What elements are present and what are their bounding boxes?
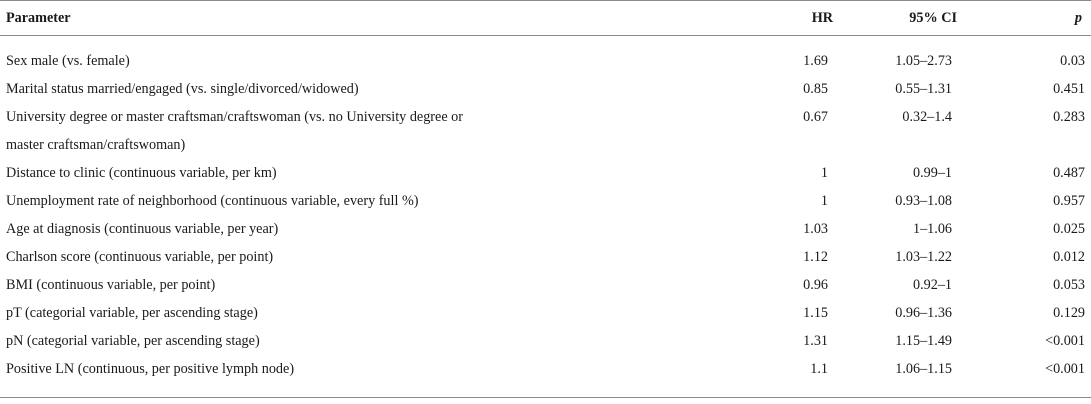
row-p: 0.129 [1053,305,1085,321]
row-p: <0.001 [1045,333,1085,349]
row-parameter: pT (categorial variable, per ascending stage) [6,305,258,321]
table-row [0,299,1091,327]
row-ci: 1.15–1.49 [895,333,952,349]
row-p: 0.957 [1053,193,1085,209]
row-parameter-line1: University degree or master craftsman/craftswoman (vs. no University degree or [6,109,463,125]
table-header [0,1,1091,36]
row-hr: 1.12 [803,249,828,265]
row-parameter: pN (categorial variable, per ascending stage) [6,333,260,349]
row-hr: 0.96 [803,277,828,293]
header-p: p [1074,9,1082,26]
row-parameter: Unemployment rate of neighborhood (continuous variable, every full %) [6,193,419,209]
row-parameter: Sex male (vs. female) [6,53,130,69]
row-parameter: Marital status married/engaged (vs. single/divorced/widowed) [6,81,359,97]
row-hr: 1.69 [803,53,828,69]
table-row [0,36,1091,76]
row-p: <0.001 [960,355,1091,398]
table-row [0,327,1091,355]
header-row [0,1,1091,36]
table-row [0,103,1091,159]
row-p: 0.451 [1053,81,1085,97]
row-p: 0.487 [1053,165,1085,181]
row-hr: 1 [820,193,828,209]
table-row [0,215,1091,243]
table-body [0,36,1091,398]
table-row [0,355,1091,398]
row-ci: 1–1.06 [912,221,952,237]
row-hr: 1.1 [600,355,835,398]
header-parameter: Parameter [6,9,71,26]
header-hr: HR [811,9,833,26]
row-parameter [0,103,600,159]
table-row [0,75,1091,103]
header-ci: 95% CI [909,9,957,26]
row-hr: 1 [820,165,828,181]
row-ci: 0.32–1.4 [902,109,952,125]
row-ci: 1.03–1.22 [895,249,952,265]
row-parameter: Distance to clinic (continuous variable, per km) [6,165,277,181]
row-hr: 0.85 [803,81,828,97]
table-row [0,187,1091,215]
row-ci: 0.92–1 [912,277,952,293]
row-hr: 1.03 [803,221,828,237]
row-hr: 1.31 [803,333,828,349]
row-p: 0.025 [1053,221,1085,237]
row-ci: 0.93–1.08 [895,193,952,209]
row-ci: 0.96–1.36 [895,305,952,321]
row-ci: 1.06–1.15 [835,355,960,398]
table-row [0,271,1091,299]
row-ci: 0.99–1 [912,165,952,181]
row-ci: 0.55–1.31 [895,81,952,97]
row-hr: 0.67 [803,109,828,125]
row-parameter: BMI (continuous variable, per point) [6,277,216,293]
row-parameter-line2: master craftsman/craftswoman) [6,137,186,153]
row-p: 0.053 [1053,277,1085,293]
row-parameter: Charlson score (continuous variable, per point) [6,249,274,265]
table-row [0,243,1091,271]
row-hr: 1.15 [803,305,828,321]
row-p: 0.03 [1060,53,1085,69]
row-parameter: Age at diagnosis (continuous variable, per year) [6,221,279,237]
row-ci: 1.05–2.73 [895,53,952,69]
row-p: 0.283 [1053,109,1085,125]
row-p: 0.012 [1053,249,1085,265]
row-parameter: Positive LN (continuous, per positive lymph node) [0,355,600,398]
table-row [0,159,1091,187]
